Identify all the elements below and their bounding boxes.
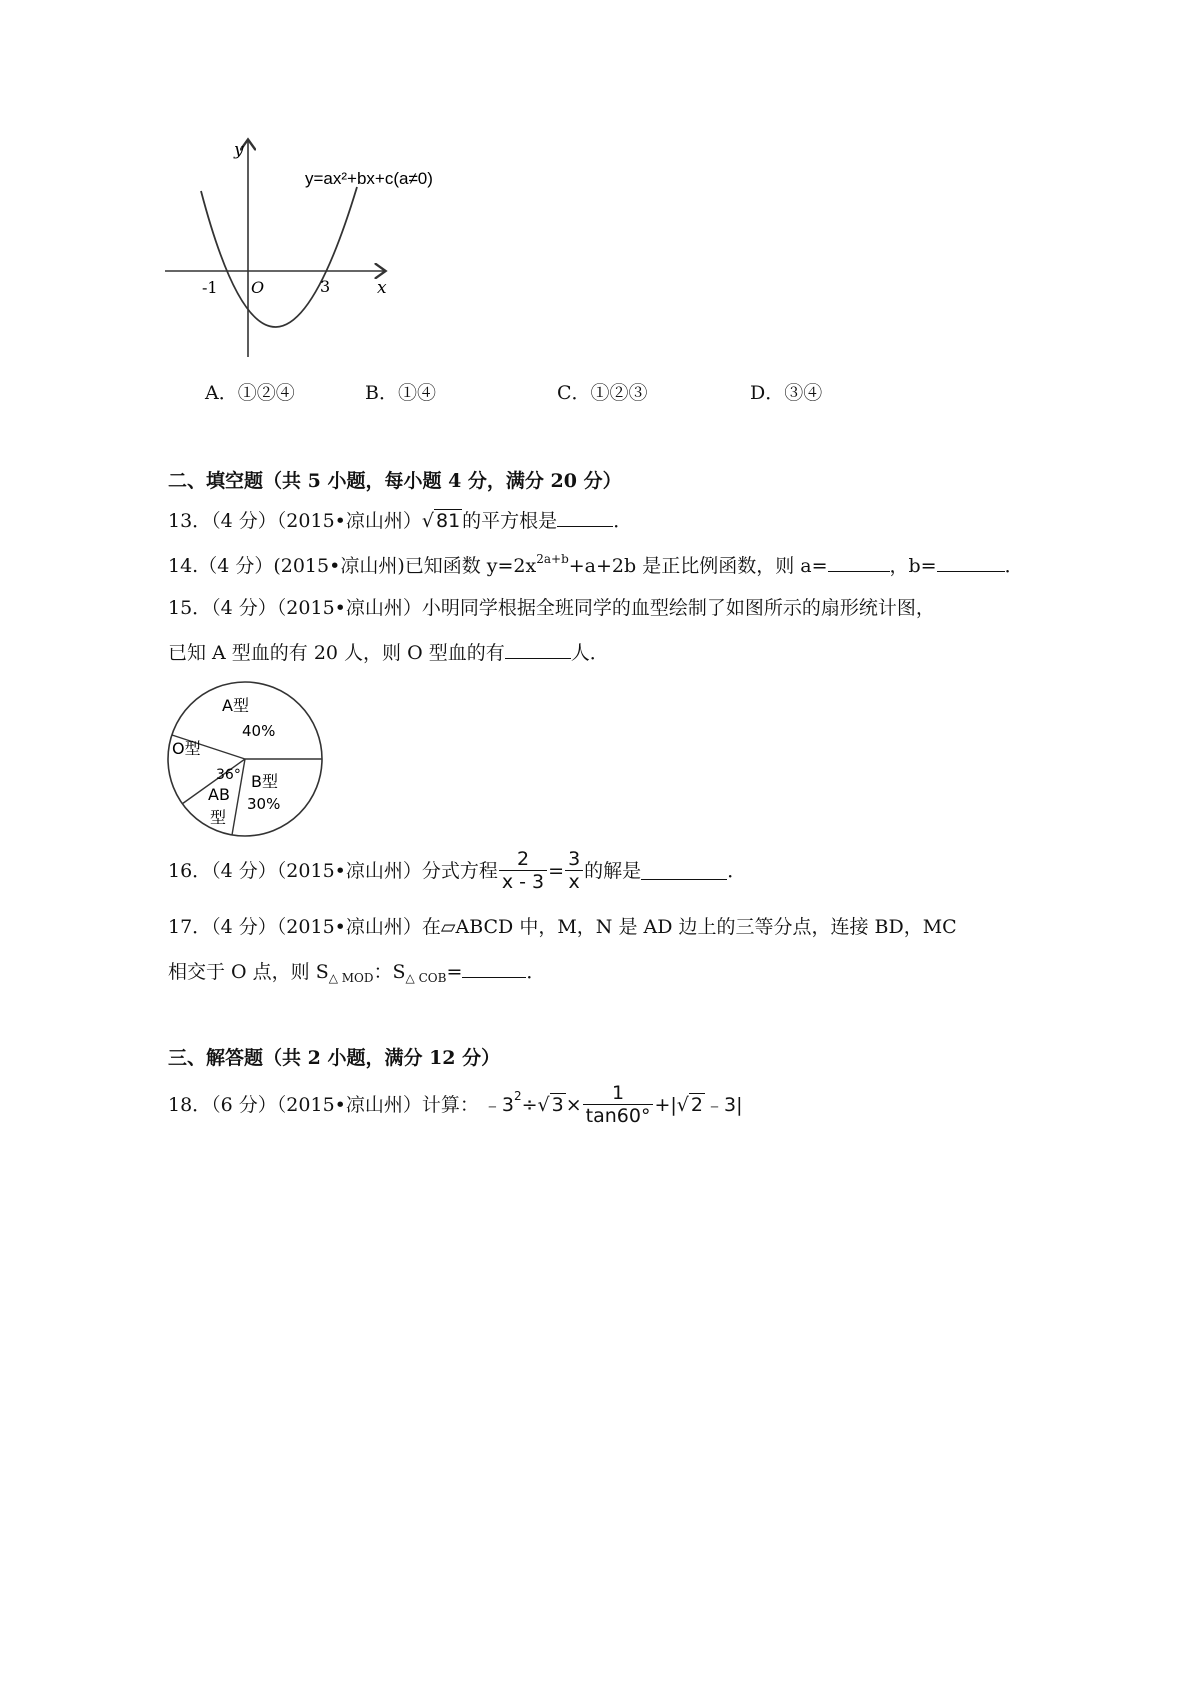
q16-fraction-2 [565,848,583,893]
tick-neg1: -1 [202,278,218,297]
q17-end: ． [526,961,546,983]
choice-b: B．①④ [365,382,436,404]
q18-exp: 2 [513,1088,522,1103]
pie-pct-b: 30% [247,795,281,813]
q14-end: ． [1004,555,1024,577]
q18-prefix: 18．（6 分）（2015•凉山州）计算： [168,1093,479,1116]
question-15-line2 [168,640,609,665]
q17-eq: = [446,961,463,983]
q16-eq: = [548,859,565,882]
q18-rad2: 2 [690,1093,703,1116]
q13-end: ． [613,510,633,532]
function-formula: y=ax²+bx+c(a≠0) [305,169,433,188]
q15-answer-blank [505,640,571,659]
question-18 [168,1082,743,1127]
sqrt-81: √ 81 [421,510,461,532]
q14-mid: +a+2b 是正比例函数，则 a= [568,555,828,577]
q18-plus: +| [654,1093,677,1116]
q18-den: tan60° [583,1104,654,1127]
choice-a: A．①②④ [205,382,295,404]
question-13 [168,508,632,533]
q18-sqrt2: √ 2 [676,1093,703,1116]
question-14 [168,553,1024,580]
x-axis-label: x [377,278,387,298]
q17-sub2: △ COB [405,971,447,985]
q16-answer-blank [641,861,727,880]
q13-radicand: 81 [435,510,461,532]
q18-rad3: 3 [551,1093,564,1116]
question-17-line1: 17．（4 分）（2015•凉山州）在▱ABCD 中，M，N 是 AD 边上的三等分点，连接 BD，MC [168,916,957,938]
q14-a-blank [828,553,890,572]
q18-minus3: ﹣3| [705,1093,743,1116]
q16-prefix: 16．（4 分）（2015•凉山州）分式方程 [168,859,498,882]
pie-angle-label: 36° [216,767,241,783]
q13-prefix: 13．（4 分）（2015•凉山州） [168,510,422,532]
q18-div: ÷ [521,1093,538,1116]
origin-label: O [251,278,265,297]
q16-fraction-1 [499,848,547,893]
y-axis-label: y [234,140,244,160]
question-17-line2 [168,959,545,986]
q18-num: 1 [612,1082,625,1104]
q14-exponent: 2a+b [536,552,569,566]
q17-line2-prefix: 相交于 O 点，则 S [168,961,329,983]
q16-end: ． [727,859,747,882]
q17-colon: ：S [373,961,406,983]
q18-times: × [565,1093,582,1116]
q18-fraction [583,1082,654,1127]
tick-3: 3 [320,277,331,296]
section-2-heading: 二、填空题（共 5 小题，每小题 4 分，满分 20 分） [168,470,622,492]
pie-label-o: O型 [172,739,201,758]
q16-num1: 2 [516,848,530,870]
pie-label-b: B型 [251,772,278,791]
pie-label-ab-2: 型 [210,808,227,827]
choice-d: D．③④ [750,382,823,404]
q14-b-blank [937,553,1005,572]
q13-answer-blank [557,508,613,527]
q17-answer-blank [462,959,526,978]
q17-sub1: △ MOD [328,971,374,985]
pie-pct-a: 40% [242,722,276,740]
q14-b-label: ，b= [889,555,937,577]
q14-prefix: 14.（4 分）(2015•凉山州)已知函数 y=2x [168,555,537,577]
q16-num2: 3 [568,848,581,870]
choice-c: C．①②③ [557,382,648,404]
pie-label-a: A型 [222,696,249,715]
parabola-graph [160,135,460,375]
q16-suffix: 的解是 [584,859,642,882]
question-16 [168,848,746,893]
q16-den1: x - 3 [499,870,547,893]
parabola-curve [201,187,357,327]
q18-sqrt3: √ 3 [537,1093,564,1116]
question-15-line1: 15．（4 分）（2015•凉山州）小明同学根据全班同学的血型绘制了如图所示的扇形统计图， [168,597,935,619]
q13-suffix: 的平方根是 [462,510,558,532]
pie-label-ab-1: AB [208,785,230,804]
section-3-heading: 三、解答题（共 2 小题，满分 12 分） [168,1047,501,1069]
blood-type-pie-chart [160,680,335,840]
q15-line2-prefix: 已知 A 型血的有 20 人，则 O 型血的有 [168,642,505,664]
q18-neg3: ﹣3 [482,1093,514,1116]
q16-den2: x [565,870,583,893]
q15-line2-suffix: 人． [570,642,609,664]
